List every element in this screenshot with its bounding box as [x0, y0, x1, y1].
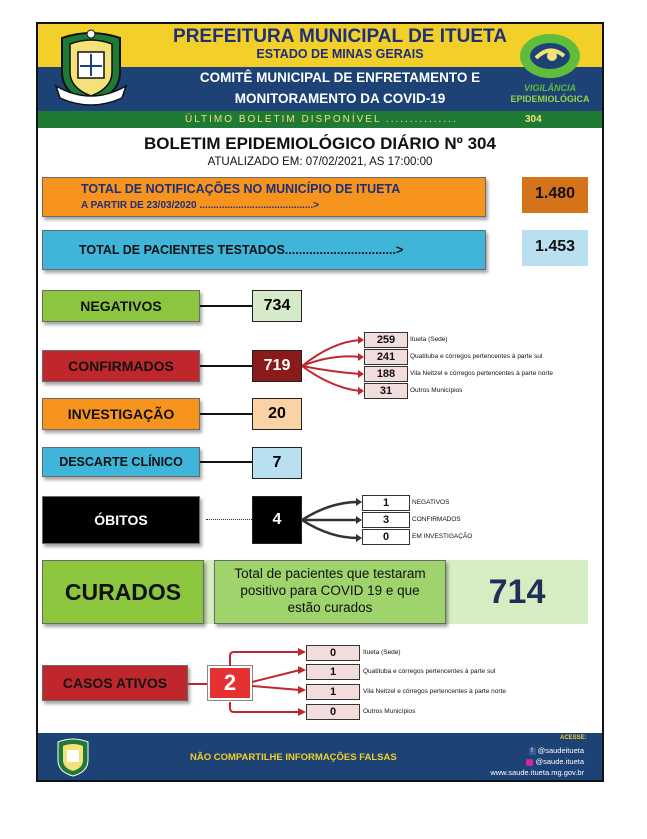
- obitos-negativos-label: NEGATIVOS: [412, 499, 450, 506]
- confirmados-outros-value: 31: [364, 383, 408, 399]
- connector-line: [200, 365, 252, 367]
- ativos-outros-label: Outros Municípios: [363, 708, 416, 715]
- municipal-crest-icon: [52, 736, 94, 778]
- ativos-sul-label: Quatituba e córregos pertencentes à parte sul: [363, 668, 496, 675]
- obitos-arrows: [302, 494, 362, 546]
- dotted-connector: [206, 519, 252, 520]
- tested-label-box: [42, 230, 486, 270]
- committee-line-1: COMITÊ MUNICIPAL DE ENFRETAMENTO E: [199, 70, 481, 85]
- notifications-label-box: [42, 177, 486, 217]
- curados-description: Total de pacientes que testaram positivo para COVID 19 e que estão curados: [214, 560, 446, 624]
- confirmados-norte-label: Vila Neitzel e córregos pertencentes à parte norte: [410, 370, 553, 377]
- notifications-value: 1.480: [522, 177, 588, 213]
- notifications-since: A PARTIR DE 23/03/2020 .........................................>: [81, 200, 320, 211]
- connector-line: [200, 461, 252, 463]
- curados-value: 714: [488, 573, 546, 611]
- descarte-label: DESCARTE CLÍNICO: [42, 447, 200, 477]
- confirmados-sul-label: Quatituba e córregos pertencentes à parte sul: [410, 353, 543, 360]
- obitos-negativos-value: 1: [362, 495, 410, 511]
- obitos-investigacao-label: EM INVESTIGAÇÃO: [412, 533, 473, 540]
- notifications-label: TOTAL DE NOTIFICAÇÕES NO MUNICÍPIO DE ITUETA: [81, 182, 401, 196]
- obitos-confirmados-label: CONFIRMADOS: [412, 516, 461, 523]
- confirmados-sede-label: Itueta (Sede): [410, 336, 448, 343]
- confirmados-arrows: [302, 332, 364, 402]
- ativos-sede-value: 0: [306, 645, 360, 661]
- logo-text-vigilancia: VIGILÂNCIA: [523, 83, 576, 93]
- confirmados-sede-value: 259: [364, 332, 408, 348]
- connector-line: [188, 683, 208, 685]
- confirmados-sul-value: 241: [364, 349, 408, 365]
- instagram-icon: [526, 759, 533, 766]
- last-bulletin-number: 304: [525, 114, 542, 125]
- bulletin-title: BOLETIM EPIDEMIOLÓGICO DIÁRIO Nº 304: [144, 134, 496, 153]
- investigacao-value: 20: [252, 398, 302, 430]
- last-bulletin-label: ÚLTIMO BOLETIM DISPONÍVEL ...............: [185, 114, 458, 125]
- confirmados-norte-value: 188: [364, 366, 408, 382]
- facebook-link[interactable]: [500, 746, 584, 755]
- website-link[interactable]: www.saude.itueta.mg.gov.br: [490, 768, 584, 777]
- ativos-norte-label: Vila Neitzel e córregos pertencentes à parte norte: [363, 688, 506, 695]
- ativos-outros-value: 0: [306, 704, 360, 720]
- negativos-label: NEGATIVOS: [42, 290, 200, 322]
- connector-line: [200, 305, 252, 307]
- tested-value: 1.453: [522, 230, 588, 266]
- footer-warning: NÃO COMPARTILHE INFORMAÇÕES FALSAS: [190, 752, 397, 763]
- facebook-handle: @saudeitueta: [537, 746, 584, 755]
- casos-ativos-value: 2: [208, 666, 252, 700]
- connector-line: [200, 413, 252, 415]
- footer-acesse: ACESSE:: [560, 735, 587, 741]
- obitos-label: ÓBITOS: [42, 496, 200, 544]
- obitos-investigacao-value: 0: [362, 529, 410, 545]
- confirmados-value: 719: [252, 350, 302, 382]
- instagram-handle: @saude.itueta: [535, 757, 584, 766]
- casos-ativos-arrows: [226, 644, 306, 724]
- ativos-sul-value: 1: [306, 664, 360, 680]
- confirmados-label: CONFIRMADOS: [42, 350, 200, 382]
- casos-ativos-label: CASOS ATIVOS: [42, 665, 188, 701]
- instagram-link[interactable]: [500, 757, 584, 766]
- updated-timestamp: ATUALIZADO EM: 07/02/2021, AS 17:00:00: [207, 156, 433, 168]
- committee-line-2: MONITORAMENTO DA COVID-19: [234, 91, 446, 106]
- logo-text-epidemiologica: EPIDEMIOLÓGICA: [510, 94, 590, 104]
- obitos-confirmados-value: 3: [362, 512, 410, 528]
- descarte-value: 7: [252, 447, 302, 479]
- investigacao-label: INVESTIGAÇÃO: [42, 398, 200, 430]
- tested-label: TOTAL DE PACIENTES TESTADOS................................>: [79, 243, 404, 257]
- page-title: PREFEITURA MUNICIPAL DE ITUETA: [173, 26, 507, 47]
- curados-label: CURADOS: [42, 560, 204, 624]
- state-subtitle: ESTADO DE MINAS GERAIS: [256, 47, 424, 61]
- ativos-norte-value: 1: [306, 684, 360, 700]
- negativos-value: 734: [252, 290, 302, 322]
- obitos-value: 4: [252, 496, 302, 544]
- ativos-sede-label: Itueta (Sede): [363, 649, 401, 656]
- confirmados-outros-label: Outros Municípios: [410, 387, 463, 394]
- facebook-icon: f: [529, 748, 536, 755]
